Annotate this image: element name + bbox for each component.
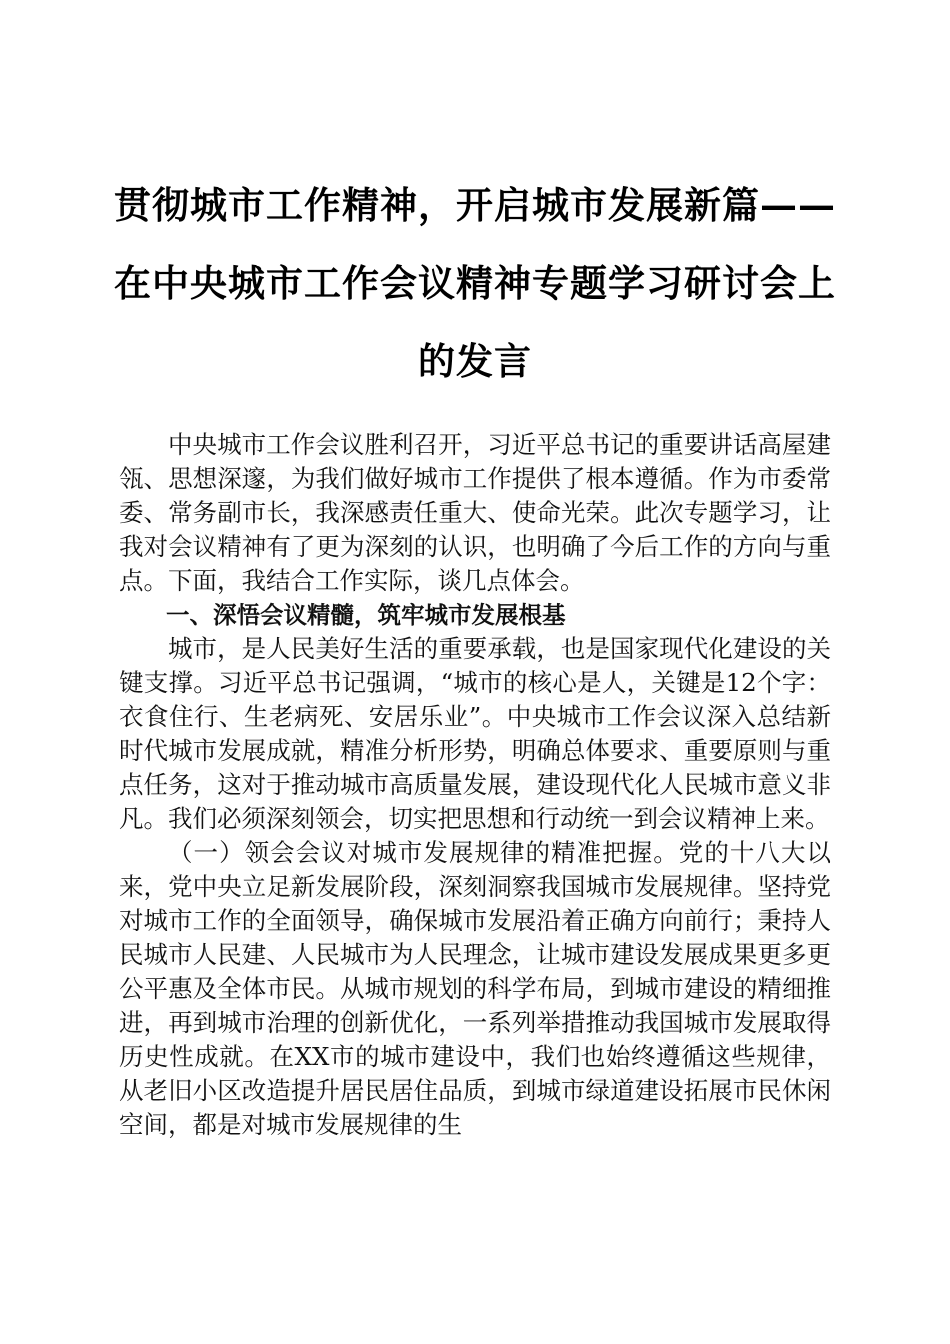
subsection-1-paragraph: （一）领会会议对城市发展规律的精准把握。党的十八大以来，党中央立足新发展阶段，深刻洞察我国城市发展规律。坚持党对城市工作的全面领导，确保城市发展沿着正确方向前行；秉持人民城市人民建、人民城市为人民理念，让城市建设发展成果更多更公平惠及全体市民。从城市规划的科学布局，到城市建设的精细推进，再到城市治理的创新优化，一系列举措推动我国城市发展取得历史性成就。在XX市的城市建设中，我们也始终遵循这些规律，从老旧小区改造提升居民居住品质，到城市绿道建设拓展市民休闲空间，都是对城市发展规律的生	[119, 838, 831, 1139]
section-1-paragraph: 城市，是人民美好生活的重要承载，也是国家现代化建设的关键支撑。习近平总书记强调，“城市的核心是人，关键是12个字：衣食住行、生老病死、安居乐业”。中央城市工作会议深入总结新时代城市发展成就，精准分析形势，明确总体要求、重要原则与重点任务，这对于推动城市高质量发展，建设现代化人民城市意义非凡。我们必须深刻领会，切实把思想和行动统一到会议精神上来。	[119, 634, 831, 833]
intro-paragraph: 中央城市工作会议胜利召开，习近平总书记的重要讲话高屋建瓴、思想深邃，为我们做好城市工作提供了根本遵循。作为市委常委、常务副市长，我深感责任重大、使命光荣。此次专题学习，让我对会议精神有了更为深刻的认识，也明确了今后工作的方向与重点。下面，我结合工作实际，谈几点体会。	[119, 430, 831, 595]
section-heading-1: 一、深悟会议精髓，筑牢城市发展根基	[166, 601, 566, 629]
document-body	[119, 428, 831, 1142]
document-title: 贯彻城市工作精神，开启城市发展新篇——在中央城市工作会议精神专题学习研讨会上的发言	[114, 183, 836, 383]
